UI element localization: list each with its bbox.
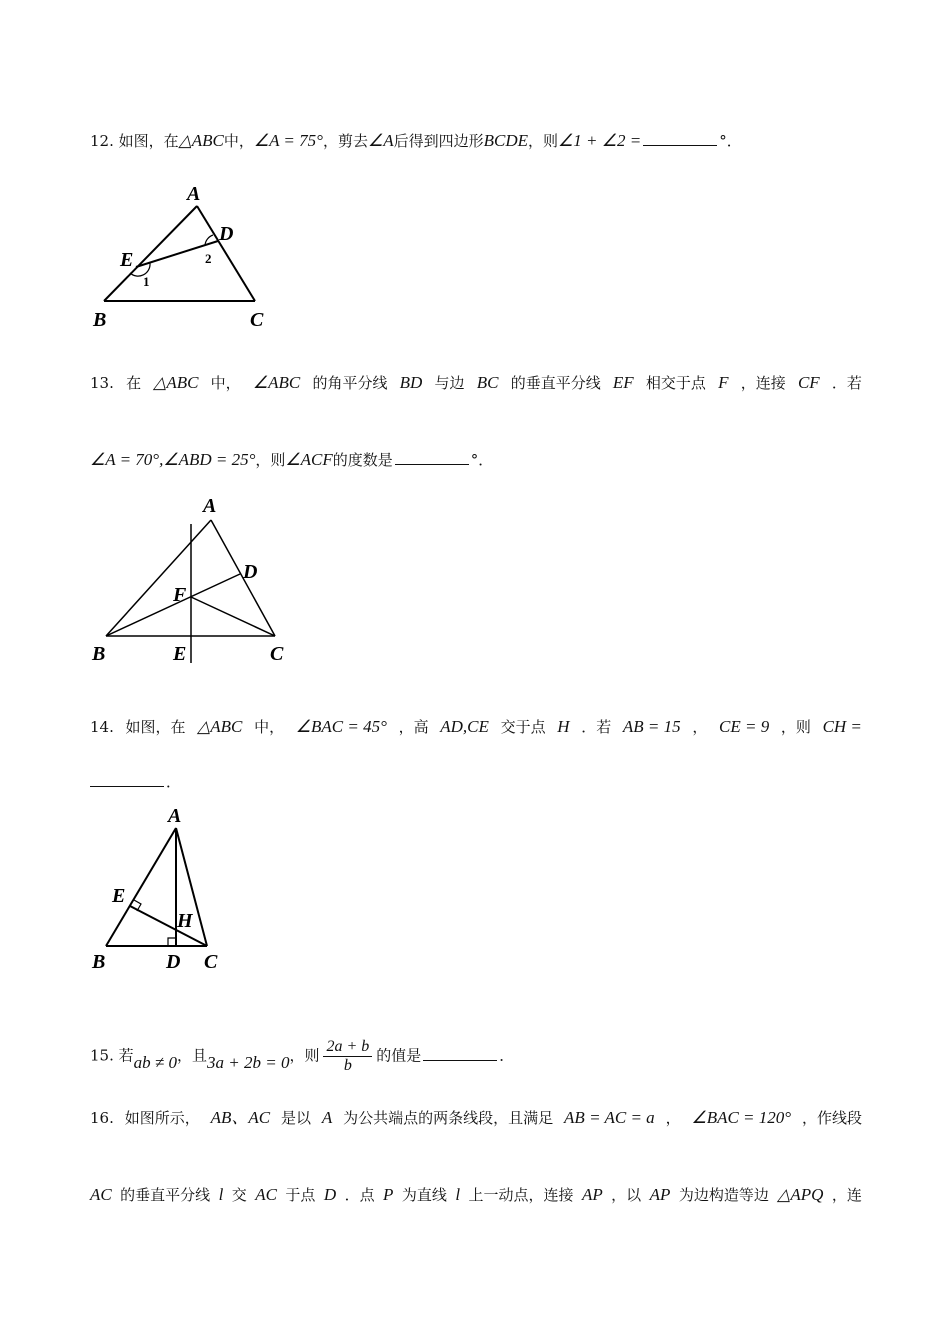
q16-line-l: l bbox=[455, 1185, 461, 1204]
q12-text: ，则 bbox=[528, 132, 559, 150]
q16-text: ， bbox=[665, 1109, 681, 1127]
q16-triangle: △APQ bbox=[777, 1185, 824, 1204]
q12-text: ，剪去 bbox=[322, 132, 368, 150]
q13-segment: EF bbox=[612, 373, 634, 392]
q13-segment: BD bbox=[399, 373, 423, 392]
figure-q13 bbox=[106, 520, 275, 663]
q15-tail: ． bbox=[499, 1046, 515, 1065]
q13-text: ．若 bbox=[831, 374, 862, 392]
q14-length: CE = 9 bbox=[719, 717, 770, 736]
q16-condition: AB = AC = a bbox=[564, 1108, 655, 1127]
q16-line-l: l bbox=[218, 1185, 224, 1204]
q16-segments: AB、AC bbox=[210, 1108, 271, 1127]
fig14-label-a: A bbox=[168, 805, 182, 827]
q13-text: ，连接 bbox=[740, 374, 786, 392]
q13-condition: ∠A = 70°,∠ABD = 25° bbox=[90, 450, 256, 469]
q15-condition: 3a + 2b = 0 bbox=[207, 1052, 290, 1072]
q16-text: ，作线段 bbox=[801, 1109, 862, 1127]
q16-text: ，以 bbox=[611, 1186, 642, 1204]
fig12-side-ba bbox=[104, 206, 197, 301]
q15-condition: ab ≠ 0 bbox=[133, 1052, 177, 1072]
fig12-label-1: 1 bbox=[143, 274, 150, 289]
q13-point: F bbox=[718, 373, 729, 392]
q12-triangle: △ABC bbox=[178, 131, 224, 150]
q13-text: 的度数是 bbox=[332, 451, 393, 469]
q15-text: ，且 bbox=[177, 1046, 208, 1065]
fig12-label-d: D bbox=[219, 223, 234, 245]
fig14-label-b: B bbox=[92, 951, 106, 973]
q15-text: 的值是 bbox=[376, 1046, 422, 1065]
q16-angle: ∠BAC = 120° bbox=[691, 1108, 792, 1127]
q13-number: 13. bbox=[90, 374, 114, 392]
q13-text: 在 bbox=[126, 374, 142, 392]
fig13-side-ba bbox=[106, 520, 211, 636]
q12-text: 如图，在 bbox=[118, 132, 179, 150]
q14-text: ，则 bbox=[780, 718, 811, 736]
q13-text: ，则 bbox=[255, 451, 286, 469]
fig14-label-d: D bbox=[166, 951, 181, 973]
figure-q13-labels bbox=[91, 495, 284, 665]
q16-text: 如图所示， bbox=[124, 1109, 200, 1127]
q12-tail: °． bbox=[719, 132, 742, 150]
q16-text: 上一动点，连接 bbox=[468, 1186, 574, 1204]
q16-segment: AC bbox=[90, 1185, 112, 1204]
q12-quad: BCDE bbox=[483, 131, 528, 150]
fig12-label-2: 2 bbox=[205, 251, 212, 266]
q14-length: AB = 15 bbox=[622, 717, 681, 736]
q13-text: 的角平分线 bbox=[312, 374, 388, 392]
fig12-label-a: A bbox=[187, 183, 201, 205]
figure-q14-labels bbox=[91, 805, 218, 973]
q15-text: ，则 bbox=[289, 1046, 320, 1065]
q16-point: D bbox=[323, 1185, 337, 1204]
q15-text: 若 bbox=[118, 1046, 134, 1065]
q12-text: 中， bbox=[223, 132, 254, 150]
q14-ask: CH = bbox=[822, 717, 862, 736]
q16-text: 为公共端点的两条线段，且满足 bbox=[343, 1109, 554, 1127]
q16-text: 是以 bbox=[281, 1109, 312, 1127]
q16-text: 交 bbox=[231, 1186, 247, 1204]
q16-segment: AC bbox=[255, 1185, 277, 1204]
q12-angle: ∠A = 75° bbox=[253, 131, 323, 150]
q14-text: ， bbox=[692, 718, 708, 736]
fig13-label-f: F bbox=[173, 584, 187, 606]
fig14-right-angle-d bbox=[168, 938, 176, 946]
q15-number: 15. bbox=[90, 1046, 114, 1065]
fig13-segment-cf bbox=[191, 597, 275, 636]
fig13-label-a: A bbox=[203, 495, 217, 517]
q14-text: 交于点 bbox=[500, 718, 546, 736]
q14-tail: ． bbox=[166, 773, 182, 791]
q13-triangle: △ABC bbox=[153, 373, 199, 392]
fig12-label-e: E bbox=[120, 249, 134, 271]
q13-segment: BC bbox=[476, 373, 499, 392]
q14-number: 14. bbox=[90, 718, 114, 736]
q12-angle-a: ∠A bbox=[367, 131, 394, 150]
q14-triangle: △ABC bbox=[197, 717, 243, 736]
q14-angle: ∠BAC = 45° bbox=[295, 717, 387, 736]
q13-angle: ∠ACF bbox=[285, 450, 333, 469]
q14-altitudes: AD,CE bbox=[440, 717, 489, 736]
q13-text: 相交于点 bbox=[645, 374, 706, 392]
fig12-label-b: B bbox=[93, 309, 107, 331]
q12-expr: ∠1 + ∠2 = bbox=[558, 131, 642, 150]
q16-text: ，连 bbox=[831, 1186, 862, 1204]
q16-text: ．点 bbox=[344, 1186, 375, 1204]
figure-q12-labels bbox=[92, 183, 264, 331]
q13-angle: ∠ABC bbox=[252, 373, 301, 392]
q16-segment: AP bbox=[581, 1185, 603, 1204]
fig12-label-c: C bbox=[250, 309, 264, 331]
q16-number: 16. bbox=[90, 1109, 114, 1127]
q16-point: A bbox=[321, 1108, 333, 1127]
q16-point: P bbox=[383, 1185, 394, 1204]
q15-denominator: b bbox=[343, 1057, 352, 1074]
q16-text: 为边构造等边 bbox=[678, 1186, 769, 1204]
q14-text: ，高 bbox=[398, 718, 429, 736]
fig13-label-e: E bbox=[173, 643, 187, 665]
q12-number: 12. bbox=[90, 132, 114, 150]
q16-text: 为直线 bbox=[401, 1186, 447, 1204]
q12-text: 后得到四边形 bbox=[393, 132, 484, 150]
q13-text: 的垂直平分线 bbox=[510, 374, 601, 392]
q16-text: 的垂直平分线 bbox=[120, 1186, 211, 1204]
q16-segment: AP bbox=[649, 1185, 671, 1204]
q15-numerator: 2a + b bbox=[323, 1038, 372, 1057]
q14-text: 如图，在 bbox=[125, 718, 186, 736]
fig14-label-c: C bbox=[204, 951, 218, 973]
q13-text: 与边 bbox=[434, 374, 465, 392]
fig14-label-e: E bbox=[112, 885, 126, 907]
fig13-label-c: C bbox=[270, 643, 284, 665]
q16-text: 于点 bbox=[285, 1186, 316, 1204]
fig13-label-d: D bbox=[243, 561, 258, 583]
fig14-label-h: H bbox=[177, 910, 193, 932]
q13-text: 中， bbox=[210, 374, 241, 392]
fig13-label-b: B bbox=[92, 643, 106, 665]
q13-tail: °． bbox=[470, 451, 494, 469]
q14-text: ．若 bbox=[581, 718, 612, 736]
q14-text: 中， bbox=[254, 718, 285, 736]
q13-segment: CF bbox=[797, 373, 820, 392]
q14-point: H bbox=[557, 717, 570, 736]
